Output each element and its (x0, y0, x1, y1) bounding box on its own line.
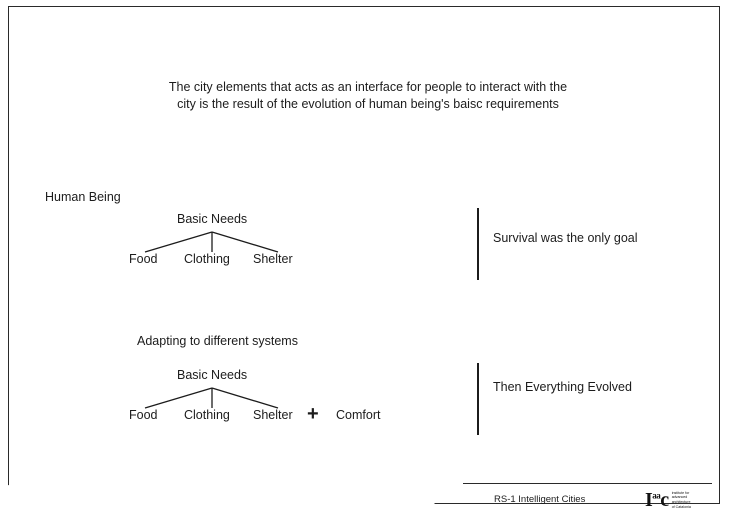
section-2-side-note: Then Everything Evolved (493, 380, 632, 394)
section-2-heading: Adapting to different systems (137, 334, 298, 348)
section-1-child-shelter: Shelter (253, 252, 293, 266)
footer-label: RS-1 Intelligent Cities (494, 494, 586, 505)
section-1-heading: Human Being (45, 190, 121, 204)
section-2-child-shelter: Shelter (253, 408, 293, 422)
logo-subtitle-line-3: architecture (671, 500, 691, 504)
section-1-divider-bar (477, 208, 479, 280)
logo-subtitle-line-2: advanced (671, 495, 688, 500)
section-2-root-label: Basic Needs (177, 368, 248, 382)
section-1-child-clothing: Clothing (184, 252, 230, 266)
footer-divider (463, 483, 712, 484)
section-1-side-note: Survival was the only goal (493, 231, 638, 245)
logo-letter-i: I (645, 489, 653, 511)
plus-sign-icon: + (307, 403, 319, 425)
logo-subtitle (672, 491, 691, 509)
page-title-line-1: The city elements that acts as an interface for people to interact with the (168, 80, 568, 94)
section-1-child-food: Food (129, 252, 158, 266)
logo-letter-a2: a (656, 490, 661, 501)
logo-subtitle-line-4: of Catalonia (671, 504, 691, 509)
logo-subtitle-line-1: institute for (671, 490, 690, 495)
logo-letter-a1: a (652, 490, 657, 501)
page-title-line-2: city is the result of the evolution of human being's baisc requirements (177, 97, 559, 111)
section-2-child-food: Food (129, 408, 158, 422)
section-2-divider-bar (477, 363, 479, 435)
iaac-logo (645, 487, 713, 513)
section-2-child-comfort: Comfort (336, 408, 381, 422)
section-2-child-clothing: Clothing (184, 408, 230, 422)
section-1-root-label: Basic Needs (177, 212, 248, 226)
logo-letter-c: c (660, 489, 669, 511)
logo-wordmark (645, 490, 669, 510)
page-title (163, 79, 573, 113)
